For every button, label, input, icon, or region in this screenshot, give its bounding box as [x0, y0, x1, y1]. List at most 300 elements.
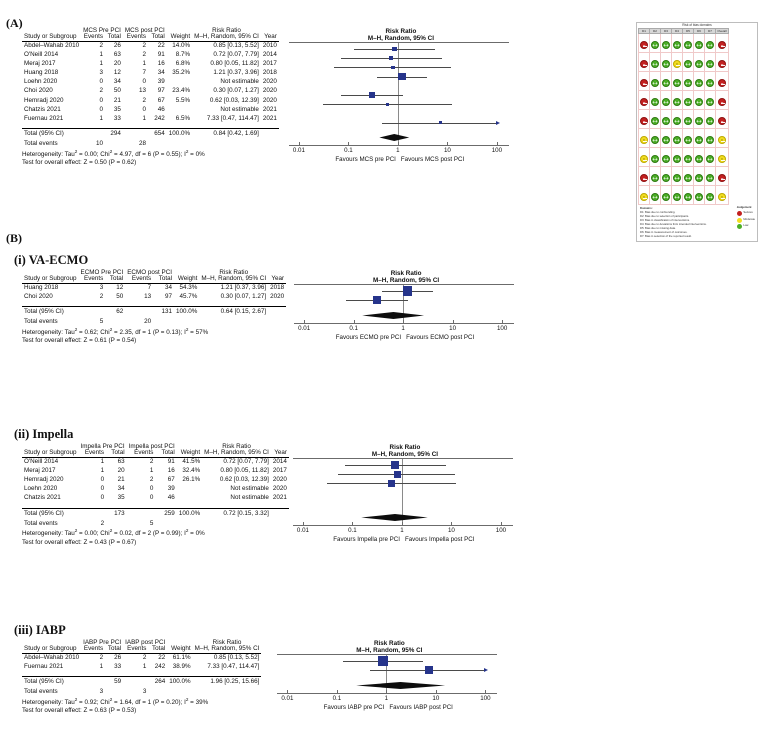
- summary-diamond: [287, 681, 485, 690]
- blank: [261, 140, 279, 149]
- risk-ratio-ci: 1.21 [0.37, 3.96]: [220, 283, 267, 291]
- forest-plot-canvas: [296, 458, 507, 546]
- favours-right-label: Favours ECMO post PCI: [406, 334, 475, 342]
- total-events-row: [22, 519, 289, 528]
- summary-diamond: [304, 311, 502, 320]
- low-risk-icon: + +: [651, 79, 659, 87]
- domain-description: D2: Bias due to selection of participants.: [640, 214, 690, 218]
- risk-of-bias-cell[interactable]: [694, 53, 705, 72]
- risk-of-bias-cell[interactable]: [705, 34, 716, 53]
- low-risk-icon: + +: [662, 155, 670, 163]
- total-group1: 34: [113, 78, 121, 86]
- total-group1: 34: [117, 485, 125, 493]
- risk-of-bias-cell[interactable]: [661, 72, 672, 91]
- low-risk-icon: + +: [651, 136, 659, 144]
- low-risk-icon: + +: [695, 117, 703, 125]
- moderate-risk-icon: !: [718, 155, 726, 163]
- low-risk-icon: + +: [684, 193, 692, 201]
- overall-effect-text: Test for overall effect: Z = 0.61 (P = 0.54): [22, 336, 137, 344]
- risk-of-bias-cell[interactable]: [716, 91, 729, 110]
- blank: [261, 129, 279, 140]
- risk-of-bias-cell[interactable]: [716, 110, 729, 129]
- year: 2020: [272, 475, 287, 483]
- total-group2: 242: [154, 662, 166, 670]
- x-axis-tick: [299, 142, 300, 145]
- forest-data-table: [22, 28, 279, 149]
- panel-b-iii: [22, 640, 642, 718]
- risk-of-bias-cell[interactable]: [639, 129, 650, 148]
- risk-of-bias-row: [639, 167, 729, 186]
- x-axis-tick: [348, 142, 349, 145]
- risk-of-bias-cell[interactable]: [661, 91, 672, 110]
- low-risk-icon: + +: [673, 41, 681, 49]
- low-risk-icon: + +: [684, 60, 692, 68]
- risk-of-bias-cell[interactable]: [683, 34, 694, 53]
- risk-of-bias-cell[interactable]: [705, 129, 716, 148]
- forest-plot-canvas: [298, 284, 508, 345]
- events-group2: 0: [142, 105, 147, 113]
- events-group1: 1: [99, 115, 104, 123]
- blank: [155, 519, 176, 528]
- risk-of-bias-cell[interactable]: [661, 167, 672, 186]
- panel-b-ii-table: [22, 444, 289, 549]
- total-group1: 26: [113, 41, 121, 49]
- blank: [106, 519, 127, 528]
- forest-title-line1: Risk Ratio: [390, 270, 422, 277]
- risk-of-bias-cell[interactable]: [672, 34, 683, 53]
- x-axis-tick-label: 1: [396, 147, 400, 155]
- table-row: [22, 653, 261, 662]
- risk-of-bias-cell[interactable]: [694, 148, 705, 167]
- serious-risk-icon: −: [640, 79, 648, 87]
- summary-diamond: [299, 133, 497, 142]
- blank: [127, 508, 156, 519]
- events-group1: 3: [99, 283, 104, 291]
- risk-of-bias-cell[interactable]: [705, 53, 716, 72]
- column-header: Weight: [167, 34, 192, 41]
- column-header: Events: [81, 34, 105, 41]
- total-events-group1: 3: [99, 688, 104, 696]
- table-row: [22, 78, 279, 87]
- serious-risk-icon: −: [718, 98, 726, 106]
- x-axis-tick: [497, 142, 498, 145]
- heterogeneity-text: Heterogeneity: Tau$^2$ = 0.92; Chi$^2$ = 1.64, df = 1 (P = 0.20); $I^2 = 39\%$: [22, 696, 209, 706]
- forest-plot-canvas: [281, 654, 491, 715]
- events-group2: 2: [149, 457, 154, 465]
- risk-of-bias-domain-list: [640, 207, 707, 239]
- column-header: M–H, Random, 95% CI: [194, 645, 260, 653]
- risk-of-bias-cell[interactable]: [705, 148, 716, 167]
- risk-of-bias-cell[interactable]: [672, 72, 683, 91]
- low-risk-icon: + +: [673, 117, 681, 125]
- events-group1: 1: [99, 662, 104, 670]
- low-risk-icon: + +: [651, 174, 659, 182]
- events-group1: 2: [99, 41, 104, 49]
- column-header: Study or Subgroup: [22, 646, 81, 653]
- effect-estimate-marker: [369, 92, 375, 98]
- risk-of-bias-cell[interactable]: [661, 34, 672, 53]
- risk-of-bias-cell[interactable]: [716, 53, 729, 72]
- column-header: M–H, Random, 95% CI: [204, 449, 269, 457]
- risk-of-bias-cell[interactable]: [716, 129, 729, 148]
- domain-description: D7: Bias in selection of the reported result.: [640, 234, 692, 238]
- events-group2: 13: [144, 292, 152, 300]
- column-header: Events: [81, 646, 105, 653]
- column-header-row: [22, 450, 289, 457]
- risk-of-bias-row: [639, 53, 729, 72]
- forest-title-line2: M–H, Random, 95% CI: [367, 35, 434, 43]
- blank: [148, 140, 167, 149]
- weight: 61.1%: [172, 653, 191, 661]
- study-name: Meraj 2017: [24, 466, 56, 474]
- risk-of-bias-cell[interactable]: [650, 167, 661, 186]
- blank: [123, 676, 148, 687]
- total-n-group2: 264: [148, 676, 167, 687]
- favours-left-label: Favours IABP pre PCI: [323, 704, 385, 712]
- risk-of-bias-cell[interactable]: [672, 91, 683, 110]
- year: 2014: [262, 50, 277, 58]
- risk-of-bias-cell[interactable]: [639, 186, 650, 205]
- study-name: Choi 2020: [24, 292, 53, 300]
- column-header-row: [22, 34, 279, 41]
- risk-of-bias-row: [639, 72, 729, 91]
- risk-of-bias-cell[interactable]: [639, 148, 650, 167]
- risk-of-bias-cell[interactable]: [639, 34, 650, 53]
- risk-of-bias-cell[interactable]: [661, 129, 672, 148]
- x-axis-tick: [502, 320, 503, 323]
- total-group1: 35: [117, 494, 125, 502]
- risk-of-bias-cell[interactable]: [672, 129, 683, 148]
- low-risk-icon: + +: [673, 136, 681, 144]
- risk-of-bias-cell[interactable]: [661, 110, 672, 129]
- risk-of-bias-cell[interactable]: [683, 186, 694, 205]
- column-header: Total: [153, 276, 174, 283]
- forest-top-rule: [293, 458, 513, 459]
- forest-plot-title: [294, 270, 518, 284]
- total-label: Total (95% CI): [22, 306, 79, 317]
- x-axis-tick-label: 1: [401, 325, 405, 333]
- risk-of-bias-cell[interactable]: [683, 148, 694, 167]
- low-risk-icon: + +: [651, 98, 659, 106]
- panel-b-i-title: (i) VA-ECMO: [14, 253, 89, 267]
- column-header: Total: [105, 34, 123, 41]
- x-axis-tick: [447, 142, 448, 145]
- x-axis-tick: [303, 522, 304, 525]
- moderate-risk-icon: !: [718, 136, 726, 144]
- risk-of-bias-cell[interactable]: [639, 110, 650, 129]
- events-group2: 13: [139, 87, 147, 95]
- events-group1: 2: [99, 292, 104, 300]
- risk-of-bias-cell[interactable]: [650, 72, 661, 91]
- study-name: Hemradj 2020: [24, 475, 64, 483]
- total-group2: 39: [167, 485, 175, 493]
- total-group2: 46: [157, 105, 165, 113]
- risk-of-bias-cell[interactable]: [716, 148, 729, 167]
- serious-risk-icon: −: [640, 117, 648, 125]
- risk-of-bias-title: Risk of bias domains: [682, 23, 712, 27]
- risk-of-bias-cell[interactable]: [650, 91, 661, 110]
- column-header: Study or Subgroup: [24, 449, 77, 457]
- serious-risk-icon: −: [718, 174, 726, 182]
- total-group1: 21: [113, 96, 121, 104]
- forest-data-table: [22, 270, 286, 327]
- column-header: Events: [127, 450, 156, 457]
- risk-of-bias-cell[interactable]: [672, 167, 683, 186]
- forest-title-line1: Risk Ratio: [389, 444, 421, 451]
- weight: 38.9%: [172, 662, 191, 670]
- x-axis-line: [293, 525, 513, 526]
- risk-of-bias-cell[interactable]: [661, 148, 672, 167]
- forest-title-line2: M–H, Random, 95% CI: [356, 647, 423, 655]
- weight: 45.7%: [179, 292, 198, 300]
- risk-of-bias-cell[interactable]: [650, 186, 661, 205]
- low-risk-icon: + +: [695, 136, 703, 144]
- x-axis-tick: [354, 320, 355, 323]
- risk-of-bias-cell[interactable]: [672, 110, 683, 129]
- events-group2: 0: [149, 485, 154, 493]
- x-axis-tick: [453, 320, 454, 323]
- low-risk-icon: + +: [706, 60, 714, 68]
- risk-of-bias-cell[interactable]: [683, 129, 694, 148]
- judgement-label: Serious: [743, 211, 753, 215]
- blank: [105, 688, 123, 697]
- blank: [177, 519, 202, 528]
- x-axis-tick: [403, 320, 404, 323]
- weight: 32.4%: [182, 466, 201, 474]
- risk-of-bias-cell[interactable]: [705, 110, 716, 129]
- risk-of-bias-cell[interactable]: [705, 186, 716, 205]
- serious-risk-icon: −: [718, 60, 726, 68]
- x-axis-tick: [398, 142, 399, 145]
- risk-of-bias-column-header: Overall: [717, 29, 727, 34]
- judgement-legend-item: [737, 218, 755, 223]
- risk-of-bias-cell[interactable]: [672, 186, 683, 205]
- risk-of-bias-cell[interactable]: [672, 148, 683, 167]
- total-events-row: [22, 688, 261, 697]
- risk-of-bias-cell[interactable]: [661, 186, 672, 205]
- table-row: [22, 59, 279, 68]
- total-risk-ratio-ci: 0.64 [0.15, 2.67]: [199, 306, 268, 317]
- study-name: Huang 2018: [24, 283, 59, 291]
- total-label: Total (95% CI): [22, 508, 79, 519]
- serious-risk-icon: −: [718, 41, 726, 49]
- column-header-row: [22, 646, 261, 653]
- judgement-color-swatch: [737, 218, 742, 223]
- column-header: M–H, Random, 95% CI: [201, 275, 267, 283]
- risk-of-bias-cell[interactable]: [639, 72, 650, 91]
- judgement-label: Moderate: [743, 217, 755, 221]
- risk-of-bias-cell[interactable]: [694, 129, 705, 148]
- ci-right-arrow: [496, 121, 500, 125]
- low-risk-icon: + +: [695, 79, 703, 87]
- effect-estimate-marker: [394, 471, 401, 478]
- risk-ratio-group-label: Risk Ratio: [222, 443, 251, 450]
- risk-of-bias-cell[interactable]: [716, 34, 729, 53]
- column-header: M–H, Random, 95% CI: [194, 33, 259, 41]
- risk-of-bias-cell[interactable]: [716, 72, 729, 91]
- moderate-risk-icon: !: [640, 193, 648, 201]
- x-axis-tick-label: 1: [400, 526, 404, 534]
- group1-label: IABP Pre PCI: [83, 639, 122, 646]
- risk-ratio-ci: 1.21 [0.37, 3.96]: [213, 69, 259, 77]
- low-risk-icon: + +: [706, 136, 714, 144]
- panel-b-letter: (B): [6, 231, 22, 245]
- risk-of-bias-cell[interactable]: [672, 53, 683, 72]
- blank: [271, 519, 289, 528]
- events-group2: 7: [142, 69, 147, 77]
- risk-of-bias-cell[interactable]: [683, 53, 694, 72]
- risk-of-bias-cell[interactable]: [694, 186, 705, 205]
- blank: [193, 688, 262, 697]
- risk-ratio-ci: 0.30 [0.07, 1.27]: [220, 292, 267, 300]
- table-row: [22, 96, 279, 105]
- risk-of-bias-cell[interactable]: [716, 186, 729, 205]
- year: 2018: [270, 283, 285, 291]
- risk-ratio-ci: 0.62 [0.03, 12.39]: [219, 475, 269, 483]
- forest-plot-canvas: [292, 42, 503, 167]
- risk-of-bias-cell[interactable]: [650, 148, 661, 167]
- x-axis-tick: [485, 690, 486, 693]
- risk-of-bias-column-header: D4: [672, 29, 683, 34]
- risk-ratio-ci: 0.85 [0.13, 5.52]: [213, 41, 259, 49]
- x-axis-tick: [287, 690, 288, 693]
- risk-of-bias-cell[interactable]: [639, 53, 650, 72]
- risk-of-bias-column-header: D2: [650, 29, 661, 34]
- risk-of-bias-cell[interactable]: [683, 110, 694, 129]
- risk-of-bias-cell[interactable]: [694, 72, 705, 91]
- risk-of-bias-cell[interactable]: [683, 72, 694, 91]
- serious-risk-icon: −: [718, 79, 726, 87]
- total-label: Total (95% CI): [22, 676, 81, 687]
- events-group1: 1: [100, 457, 105, 465]
- risk-ratio-ci: 7.33 [0.47, 114.47]: [207, 662, 260, 670]
- low-risk-icon: + +: [684, 98, 692, 106]
- favours-left-label: Favours ECMO pre PCI: [335, 334, 402, 342]
- forest-plot-title: [289, 28, 513, 42]
- heterogeneity-text: Heterogeneity: Tau$^2$ = 0.00; Chi$^2$ = 0.02, df = 2 (P = 0.99); $I^2 = 0\%$: [22, 528, 205, 538]
- risk-of-bias-cell[interactable]: [694, 110, 705, 129]
- x-axis-tick: [402, 522, 403, 525]
- column-header: Total: [155, 450, 176, 457]
- risk-of-bias-column-header: D5: [683, 29, 694, 34]
- panel-a-table: [22, 28, 279, 170]
- total-group2: 39: [157, 78, 165, 86]
- total-n-group1: 62: [105, 306, 125, 317]
- low-risk-icon: + +: [662, 174, 670, 182]
- panel-b-ii-title: (ii) Impella: [14, 427, 74, 441]
- total-group2: 22: [157, 41, 165, 49]
- low-risk-icon: + +: [695, 98, 703, 106]
- risk-of-bias-cell[interactable]: [694, 34, 705, 53]
- risk-of-bias-cell[interactable]: [694, 167, 705, 186]
- risk-of-bias-cell[interactable]: [650, 34, 661, 53]
- risk-of-bias-cell[interactable]: [694, 91, 705, 110]
- column-header: Events: [79, 276, 106, 283]
- column-header: Events: [125, 276, 153, 283]
- risk-ratio-group-label: Risk Ratio: [212, 639, 242, 646]
- panel-b-iii-forest: [277, 640, 501, 718]
- total-group1: 50: [113, 87, 121, 95]
- low-risk-icon: + +: [651, 41, 659, 49]
- year: 2021: [272, 494, 287, 502]
- blank: [125, 306, 153, 317]
- risk-of-bias-cell[interactable]: [716, 167, 729, 186]
- panel-b-i-forest: [294, 270, 518, 348]
- risk-of-bias-cell[interactable]: [639, 167, 650, 186]
- table-row: [22, 87, 279, 96]
- favours-left-label: Favours Impella pre PCI: [333, 535, 400, 543]
- table-row: [22, 105, 279, 114]
- total-group2: 91: [167, 457, 175, 465]
- panel-b-ii-forest: [293, 444, 517, 549]
- events-group1: 2: [99, 87, 104, 95]
- total-events-group2: 20: [144, 318, 152, 326]
- total-group2: 67: [157, 96, 165, 104]
- study-name: Fuernau 2021: [24, 115, 64, 123]
- risk-of-bias-cell[interactable]: [650, 110, 661, 129]
- serious-risk-icon: −: [640, 60, 648, 68]
- risk-of-bias-cell[interactable]: [650, 129, 661, 148]
- table-row: [22, 494, 289, 503]
- total-weight: 100.0%: [174, 306, 199, 317]
- year: 2018: [262, 69, 277, 77]
- risk-of-bias-cell[interactable]: [705, 91, 716, 110]
- x-axis-tick-label: 10: [447, 526, 455, 534]
- risk-of-bias-cell[interactable]: [661, 53, 672, 72]
- low-risk-icon: + +: [695, 60, 703, 68]
- judgement-label: Low: [743, 224, 749, 228]
- risk-of-bias-cell[interactable]: [650, 53, 661, 72]
- events-group1: 0: [100, 494, 105, 502]
- risk-ratio-ci: 0.80 [0.05, 11.82]: [210, 59, 259, 67]
- risk-of-bias-cell[interactable]: [705, 167, 716, 186]
- risk-of-bias-cell[interactable]: [639, 91, 650, 110]
- low-risk-icon: + +: [706, 193, 714, 201]
- judgement-color-swatch: [737, 211, 742, 216]
- risk-of-bias-cell[interactable]: [683, 167, 694, 186]
- domain-description: D3: Bias in classification of interventions.: [640, 218, 690, 222]
- weight: 5.5%: [175, 96, 191, 104]
- blank: [153, 318, 174, 327]
- blank: [268, 306, 286, 317]
- risk-of-bias-cell[interactable]: [705, 72, 716, 91]
- x-axis-line: [289, 145, 509, 146]
- effect-estimate-marker: [378, 656, 388, 666]
- panel-a-forest: [289, 28, 513, 170]
- risk-ratio-ci: 0.62 [0.03, 12.39]: [209, 96, 259, 104]
- total-group1: 33: [113, 115, 121, 123]
- total-n-group1: 59: [105, 676, 123, 687]
- risk-of-bias-cell[interactable]: [683, 91, 694, 110]
- column-header-row: [22, 276, 286, 283]
- moderate-risk-icon: !: [718, 193, 726, 201]
- domain-description: D1: Bias due to confounding.: [640, 211, 676, 214]
- table-row: [22, 283, 286, 292]
- total-events-group2: 28: [139, 140, 147, 148]
- total-group2: 46: [167, 494, 175, 502]
- total-group2: 16: [167, 466, 175, 474]
- total-group2: 67: [167, 475, 175, 483]
- events-group2: 1: [142, 59, 147, 67]
- x-axis-tick: [304, 320, 305, 323]
- risk-ratio-ci: 0.72 [0.07, 7.79]: [223, 457, 269, 465]
- study-name: Abdel–Wahab 2010: [24, 41, 80, 49]
- table-row: [22, 115, 279, 124]
- low-risk-icon: + +: [706, 155, 714, 163]
- effect-estimate-marker: [386, 103, 389, 106]
- effect-estimate-marker: [439, 121, 442, 124]
- blank: [148, 688, 167, 697]
